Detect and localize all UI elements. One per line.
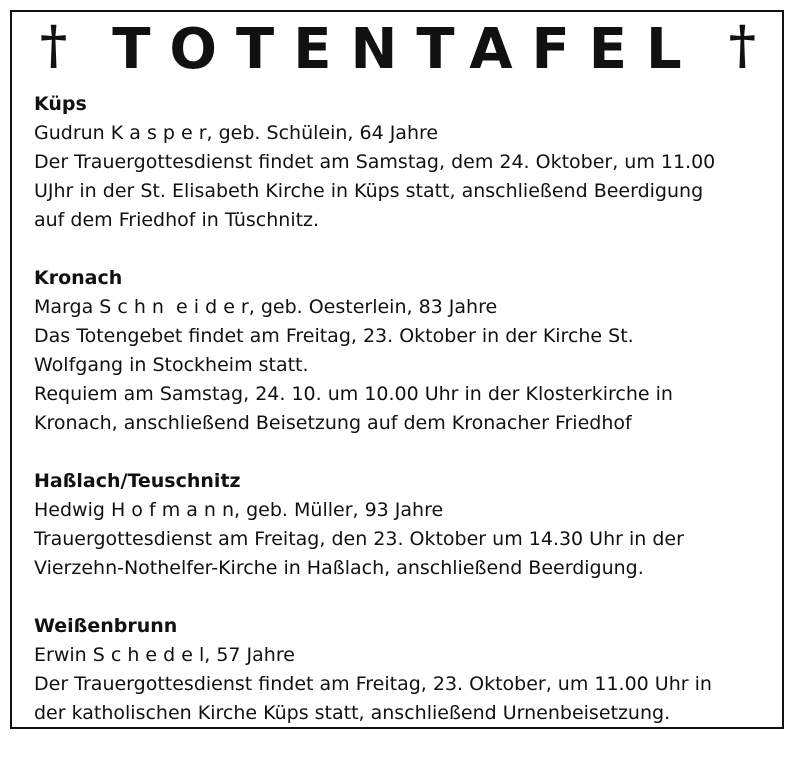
deceased-name-line [34,119,774,148]
service-text-line: Requiem am Samstag, 24. 10. um 10.00 Uhr in der Klosterkirche in [34,383,673,405]
last-name: H o f m a n n [110,499,235,521]
last-name: S c h n e i d e r [99,296,249,318]
last-name: S c h e d e l [92,644,205,666]
service-text-line: UJhr in der St. Elisabeth Kirche in Küps statt, anschließend Beerdigung [34,180,704,202]
service-text-line: Der Trauergottesdienst findet am Freitag, 23. Oktober, um 11.00 Uhr in [34,673,712,695]
obituary-entry [34,90,774,235]
service-text-line: der katholischen Kirche Küps statt, anschließend Urnenbeisetzung. [34,702,671,724]
service-text-line: Kronach, anschließend Beisetzung auf dem Kronacher Friedhof [34,412,632,434]
last-name: K a s p e r [110,122,207,144]
service-text-line: auf dem Friedhof in Tüschnitz. [34,209,320,231]
obituary-entry [34,612,774,728]
header [12,12,782,90]
cross-icon: † [40,15,68,76]
service-text-line: Das Totengebet findet am Freitag, 23. Oktober in der Kirche St. [34,325,634,347]
service-text-line: Vierzehn-Nothelfer-Kirche in Haßlach, anschließend Beerdigung. [34,557,644,579]
place-heading: Weißenbrunn [34,615,178,637]
name-details: , geb. Schülein, 64 Jahre [206,122,439,144]
obituary-board [10,10,784,729]
deceased-name-line [34,293,774,322]
name-details: , geb. Oesterlein, 83 Jahre [248,296,498,318]
name-details: , geb. Müller, 93 Jahre [234,499,444,521]
first-name: Erwin [34,644,87,666]
cross-icon: † [728,15,756,76]
first-name: Gudrun [34,122,105,144]
name-details: , 57 Jahre [204,644,295,666]
place-heading: Haßlach/Teuschnitz [34,470,241,492]
place-heading: Küps [34,93,87,115]
page-title: TOTENTAFEL [112,17,701,82]
first-name: Marga [34,296,94,318]
place-heading: Kronach [34,267,123,289]
service-text-line: Wolfgang in Stockheim statt. [34,354,309,376]
service-text-line: Der Trauergottesdienst findet am Samstag, dem 24. Oktober, um 11.00 [34,151,716,173]
first-name: Hedwig [34,499,105,521]
obituary-entry [34,264,774,438]
obituary-list [34,90,774,757]
deceased-name-line [34,641,774,670]
obituary-entry [34,467,774,583]
service-text-line: Trauergottesdienst am Freitag, den 23. Oktober um 14.30 Uhr in der [34,528,684,550]
deceased-name-line [34,496,774,525]
